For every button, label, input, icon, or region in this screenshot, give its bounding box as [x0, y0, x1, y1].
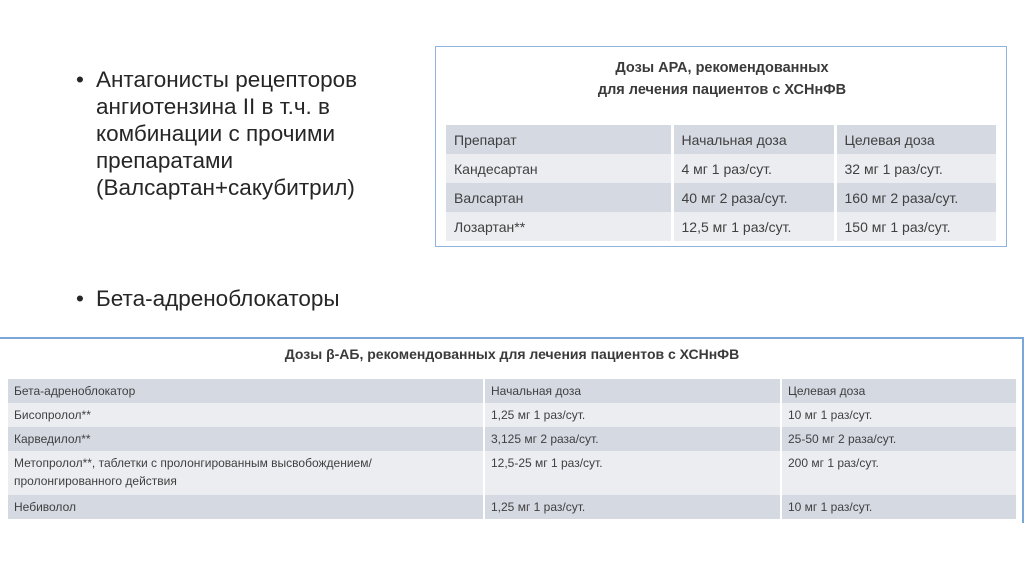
column-header-target-dose: Целевая доза	[781, 379, 1016, 403]
column-header-target-dose: Целевая доза	[835, 125, 996, 154]
table-cell: Валсартан	[446, 183, 672, 212]
ara-dose-table	[446, 125, 996, 241]
table-cell: Небиволол	[8, 495, 484, 519]
ara-dose-table-panel	[435, 46, 1007, 247]
table-cell: 3,125 мг 2 раза/сут.	[484, 427, 781, 451]
column-header-start-dose: Начальная доза	[672, 125, 835, 154]
table-row	[446, 183, 996, 212]
table-cell: 1,25 мг 1 раз/сут.	[484, 403, 781, 427]
table-header-row	[446, 125, 996, 154]
table-cell: 160 мг 2 раза/сут.	[835, 183, 996, 212]
table-cell: 12,5 мг 1 раз/сут.	[672, 212, 835, 241]
table-row	[8, 403, 1016, 427]
bb-table-title: Дозы β-АБ, рекомендованных для лечения пациентов с ХСНнФВ	[284, 346, 740, 362]
ara-title-line-1: Дозы АРА, рекомендованных	[615, 60, 829, 76]
table-cell: 40 мг 2 раза/сут.	[672, 183, 835, 212]
table-cell: Метопролол**, таблетки с пролонгированным высвобождением/ пролонгированного действия	[8, 451, 484, 495]
ara-title-line-2: для лечения пациентов с ХСНнФВ	[597, 82, 847, 98]
table-cell: 10 мг 1 раз/сут.	[781, 495, 1016, 519]
divider	[0, 337, 1024, 339]
table-cell: Бисопролол**	[8, 403, 484, 427]
table-cell: 25-50 мг 2 раза/сут.	[781, 427, 1016, 451]
table-cell: 1,25 мг 1 раз/сут.	[484, 495, 781, 519]
table-row	[446, 154, 996, 183]
bullet-item-arb: • Антагонисты рецепторов ангиотензина II в т.ч. в комбинации с прочими препаратами (Валсартан+сакубитрил)	[76, 66, 426, 201]
table-row	[446, 212, 996, 241]
table-row	[8, 427, 1016, 451]
table-cell: Карведилол**	[8, 427, 484, 451]
table-row	[8, 495, 1016, 519]
table-cell: 4 мг 1 раз/сут.	[672, 154, 835, 183]
table-cell: 150 мг 1 раз/сут.	[835, 212, 996, 241]
table-cell: 32 мг 1 раз/сут.	[835, 154, 996, 183]
table-cell: 10 мг 1 раз/сут.	[781, 403, 1016, 427]
beta-blocker-dose-table	[8, 379, 1016, 519]
bullet-list	[76, 66, 426, 311]
column-header-start-dose: Начальная доза	[484, 379, 781, 403]
column-header-beta-blocker: Бета-адреноблокатор	[8, 379, 484, 403]
table-row	[8, 451, 1016, 495]
table-header-row	[8, 379, 1016, 403]
table-cell: Лозартан**	[446, 212, 672, 241]
table-cell: Кандесартан	[446, 154, 672, 183]
bullet-item-beta-blockers: • Бета-адреноблокаторы	[76, 285, 426, 312]
table-cell: 12,5-25 мг 1 раз/сут.	[484, 451, 781, 495]
ara-table-title	[436, 57, 1008, 101]
column-header-drug: Препарат	[446, 125, 672, 154]
table-cell: 200 мг 1 раз/сут.	[781, 451, 1016, 495]
beta-blocker-dose-table-panel	[0, 337, 1024, 523]
